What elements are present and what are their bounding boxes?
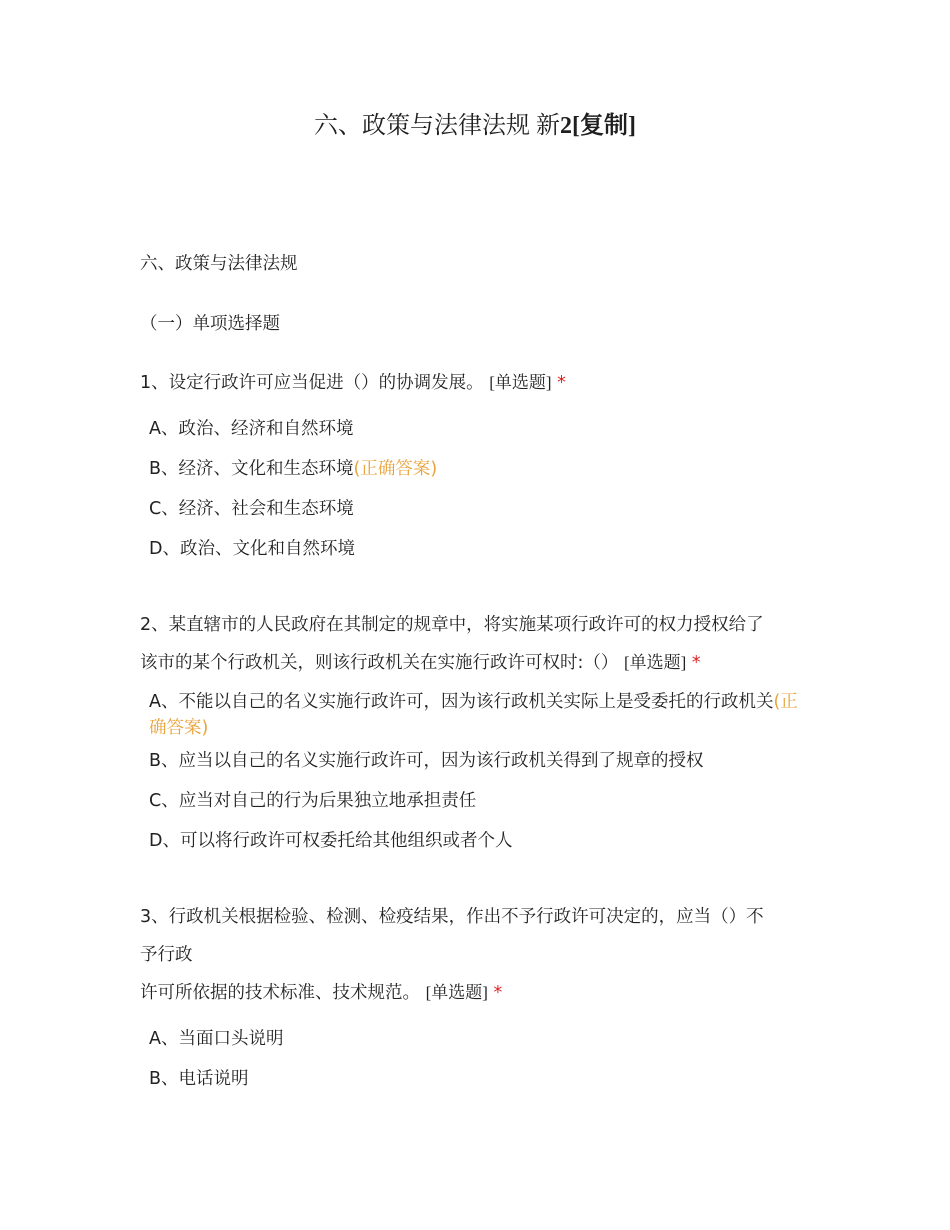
option-text: D、政治、文化和自然环境 (149, 539, 355, 559)
section-subheading: （一）单项选择题 (140, 314, 280, 334)
option-text: B、经济、文化和生态环境 (149, 459, 354, 479)
question-2-option-c (149, 788, 476, 814)
question-1-option-d (149, 536, 355, 562)
question-1-option-c (149, 496, 354, 522)
question-3-option-a (149, 1026, 283, 1052)
question-2-type-tag: [单选题] (623, 653, 687, 672)
question-2-option-d (149, 828, 512, 854)
question-2-stem-line-1: 2、某直辖市的人民政府在其制定的规章中，将实施某项行政许可的权力授权给了 (140, 615, 764, 635)
document-title-suffix: 2[复制] (560, 113, 636, 139)
option-text: A、当面口头说明 (149, 1029, 284, 1049)
section-heading: 六、政策与法律法规 (140, 254, 298, 274)
question-1-text: 1、设定行政许可应当促进（）的协调发展。 (140, 373, 484, 393)
question-3-stem-line-3 (140, 980, 502, 1006)
option-text: A、不能以自己的名义实施行政许可，因为该行政机关实际上是受委托的行政机关 (149, 692, 774, 712)
option-text: B、电话说明 (149, 1069, 249, 1089)
question-3-text: 许可所依据的技术标准、技术规范。 (140, 983, 420, 1003)
correct-answer-marker: (正确答案) (353, 459, 438, 479)
question-2-option-a (149, 689, 804, 741)
question-3-option-b (149, 1066, 249, 1092)
question-1-stem (140, 370, 566, 396)
question-2-required-star: * (691, 653, 701, 673)
question-2-option-b (149, 748, 704, 774)
document-title (0, 108, 950, 144)
question-3-stem-line-1: 3、行政机关根据检验、检测、检疫结果，作出不予行政许可决定的，应当（）不 (140, 907, 764, 927)
question-1-option-b (149, 456, 437, 482)
option-text: C、经济、社会和生态环境 (149, 499, 354, 519)
question-2-stem-line-2 (140, 650, 701, 676)
question-1-required-star: * (557, 373, 566, 393)
question-2-text: 该市的某个行政机关，则该行政机关在实施行政许可权时:（） (140, 653, 619, 673)
option-text: D、可以将行政许可权委托给其他组织或者个人 (149, 831, 513, 851)
question-3-type-tag: [单选题] (425, 983, 488, 1002)
document-title-prefix: 六、政策与法律法规 新 (314, 113, 560, 139)
question-1-option-a (149, 416, 353, 442)
option-text: B、应当以自己的名义实施行政许可，因为该行政机关得到了规章的授权 (149, 751, 704, 771)
correct-answer-marker: (正确答案) (149, 692, 798, 738)
question-1-type-tag: [单选题] (489, 373, 552, 392)
option-text: A、政治、经济和自然环境 (149, 419, 354, 439)
option-text: C、应当对自己的行为后果独立地承担责任 (149, 791, 477, 811)
question-3-stem-line-2: 予行政 (140, 945, 193, 965)
question-3-required-star: * (493, 983, 503, 1003)
